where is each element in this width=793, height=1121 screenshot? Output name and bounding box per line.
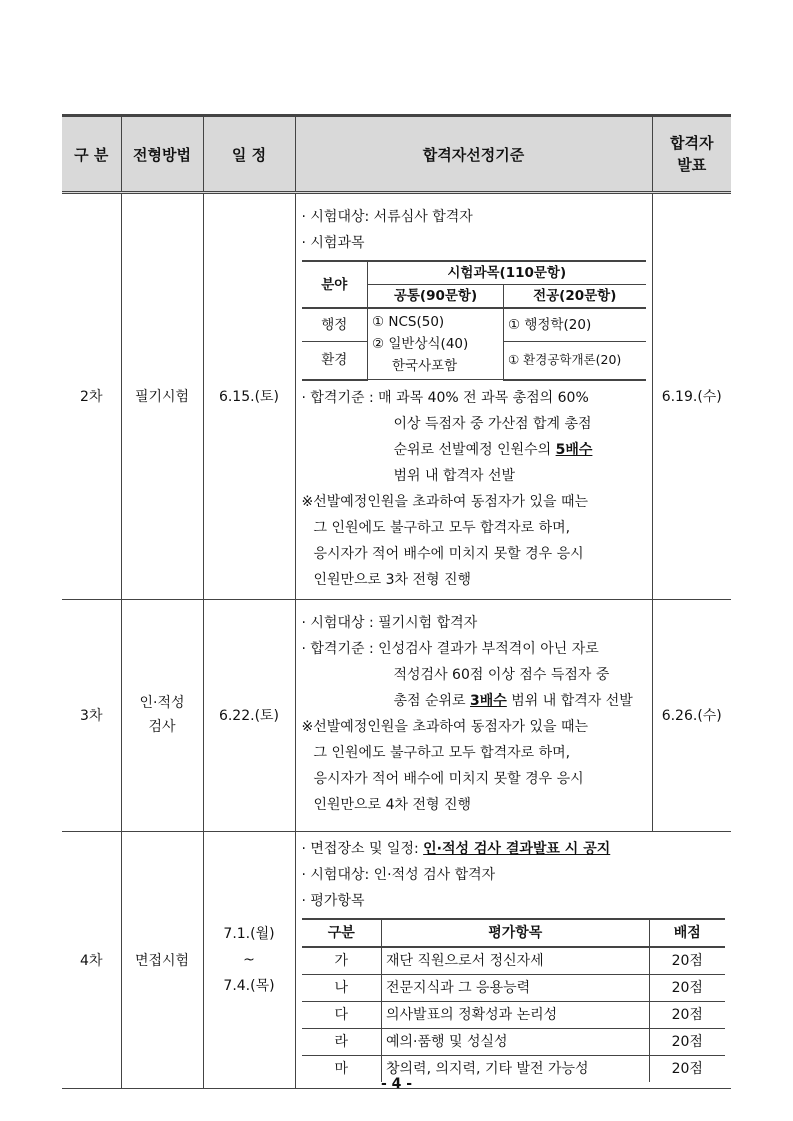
page-number: - 4 - [380,1076,413,1092]
subject-row-admin [302,308,646,342]
method-cell: 필기시험 [121,193,203,600]
target-text: · 시험대상: 인·적성 검사 합격자 [301,866,496,883]
table-row-stage3 [62,599,731,831]
field-admin: 행정 [302,308,368,342]
table-row [302,1028,726,1055]
criteria-text-3c: 범위 내 합격자 선발 [506,692,633,709]
table-row-stage4 [62,831,731,1088]
eval-score: 20점 [649,947,725,975]
date-start: 7.1.(월) [223,925,275,942]
field-header: 분야 [302,261,368,308]
criteria-text-3a: 총점 순위로 [393,692,471,709]
criteria-line-1 [302,385,646,411]
place-notice: 인·적성 검사 결과발표 시 공지 [423,840,611,857]
criteria-cell [295,599,652,831]
criteria-line-3 [302,688,646,714]
criteria-line-2: 적성검사 60점 이상 점수 득점자 중 [393,666,610,683]
items-label: · 평가항목 [301,892,365,909]
header-row [62,116,731,193]
note-line-3: 응시자가 적어 배수에 미치지 못할 경우 응시 [313,545,584,562]
common-subject-2: ② 일반상식(40) [372,336,469,352]
eval-code: 가 [302,947,382,975]
eval-score: 20점 [649,1001,725,1028]
method-line-1: 인·적성 [139,695,185,711]
stage-cell: 2차 [62,193,121,600]
date-cell: 6.15.(토) [203,193,295,600]
criteria-line-1: · 합격기준 : 인성검사 결과가 부적격이 아닌 자로 [301,640,599,657]
recruitment-schedule-table [62,114,731,1089]
stage-cell: 4차 [62,831,121,1088]
date-tilde: ~ [243,951,255,968]
table-row-stage2 [62,193,731,600]
multiplier-highlight: 3배수 [470,692,507,709]
eval-item: 의사발표의 정확성과 논리성 [382,1001,650,1028]
major-header: 전공(20문항) [504,285,646,309]
eval-code: 마 [302,1055,382,1082]
subject-header-row [302,261,646,285]
subjects-label: · 시험과목 [301,235,365,251]
major-admin: ① 행정학(20) [504,308,646,342]
date-cell: 6.22.(토) [203,599,295,831]
table-row [302,1001,726,1028]
criteria-cell [295,831,731,1088]
common-subjects [368,308,504,380]
method-cell: 면접시험 [121,831,203,1088]
header-stage: 구 분 [62,116,121,193]
eval-header-score: 배점 [649,919,725,947]
eval-item: 전문지식과 그 응용능력 [382,974,650,1001]
note-line-1: ※선발예정인원을 초과하여 동점자가 있을 때는 [301,493,588,510]
criteria-line-2: 이상 득점자 중 가산점 합계 총점 [393,415,592,432]
multiplier-highlight: 5배수 [555,441,593,458]
date-cell [203,831,295,1088]
criteria-line-3 [302,437,646,463]
date-end: 7.4.(목) [223,977,275,994]
target-text: · 시험대상: 서류심사 합격자 [301,209,473,225]
place-label: · 면접장소 및 일정: [301,840,424,857]
criteria-text-1: · 합격기준 : 매 과목 40% 전 과목 총점의 60% [301,389,589,406]
method-cell [121,599,203,831]
method-line-2: 검사 [148,719,176,735]
common-subject-3: 한국사포함 [392,358,458,374]
table-row [302,947,726,975]
eval-item: 창의력, 의지력, 기타 발전 가능성 [382,1055,650,1082]
header-announce: 합격자 발표 [652,116,731,193]
common-header: 공통(90문항) [368,285,504,309]
announce-cell: 6.19.(수) [652,193,731,600]
subject-table [302,260,646,381]
table-row [302,974,726,1001]
eval-code: 라 [302,1028,382,1055]
eval-score: 20점 [649,1028,725,1055]
eval-header-item: 평가항목 [382,919,650,947]
header-criteria: 합격자선정기준 [295,116,652,193]
header-method: 전형방법 [121,116,203,193]
eval-score: 20점 [649,1055,725,1082]
eval-item: 예의·품행 및 성실성 [382,1028,650,1055]
header-date: 일 정 [203,116,295,193]
major-env: ① 환경공학개론(20) [504,342,646,380]
evaluation-table [302,918,726,1082]
subject-main-header: 시험과목(110문항) [368,261,646,285]
evaluation-header-row [302,919,726,947]
note-line-4: 인원만으로 4차 전형 진행 [313,796,471,813]
eval-score: 20점 [649,974,725,1001]
criteria-cell [295,193,652,600]
criteria-text-3: 순위로 선발예정 인원수의 [393,441,556,458]
field-env: 환경 [302,342,368,380]
note-line-2: 그 인원에도 불구하고 모두 합격자로 하며, [313,519,571,536]
common-subject-1: ① NCS(50) [372,314,445,330]
eval-item: 재단 직원으로서 정신자세 [382,947,650,975]
criteria-line-4: 범위 내 합격자 선발 [393,467,516,484]
note-line-2: 그 인원에도 불구하고 모두 합격자로 하며, [313,744,571,761]
note-line-1: ※선발예정인원을 초과하여 동점자가 있을 때는 [301,718,588,735]
place-line [302,836,726,862]
announce-cell: 6.26.(수) [652,599,731,831]
eval-code: 다 [302,1001,382,1028]
note-line-4: 인원만으로 3차 전형 진행 [313,571,471,588]
target-text: · 시험대상 : 필기시험 합격자 [301,614,478,631]
stage-cell: 3차 [62,599,121,831]
eval-code: 나 [302,974,382,1001]
eval-header-code: 구분 [302,919,382,947]
note-line-3: 응시자가 적어 배수에 미치지 못할 경우 응시 [313,770,584,787]
